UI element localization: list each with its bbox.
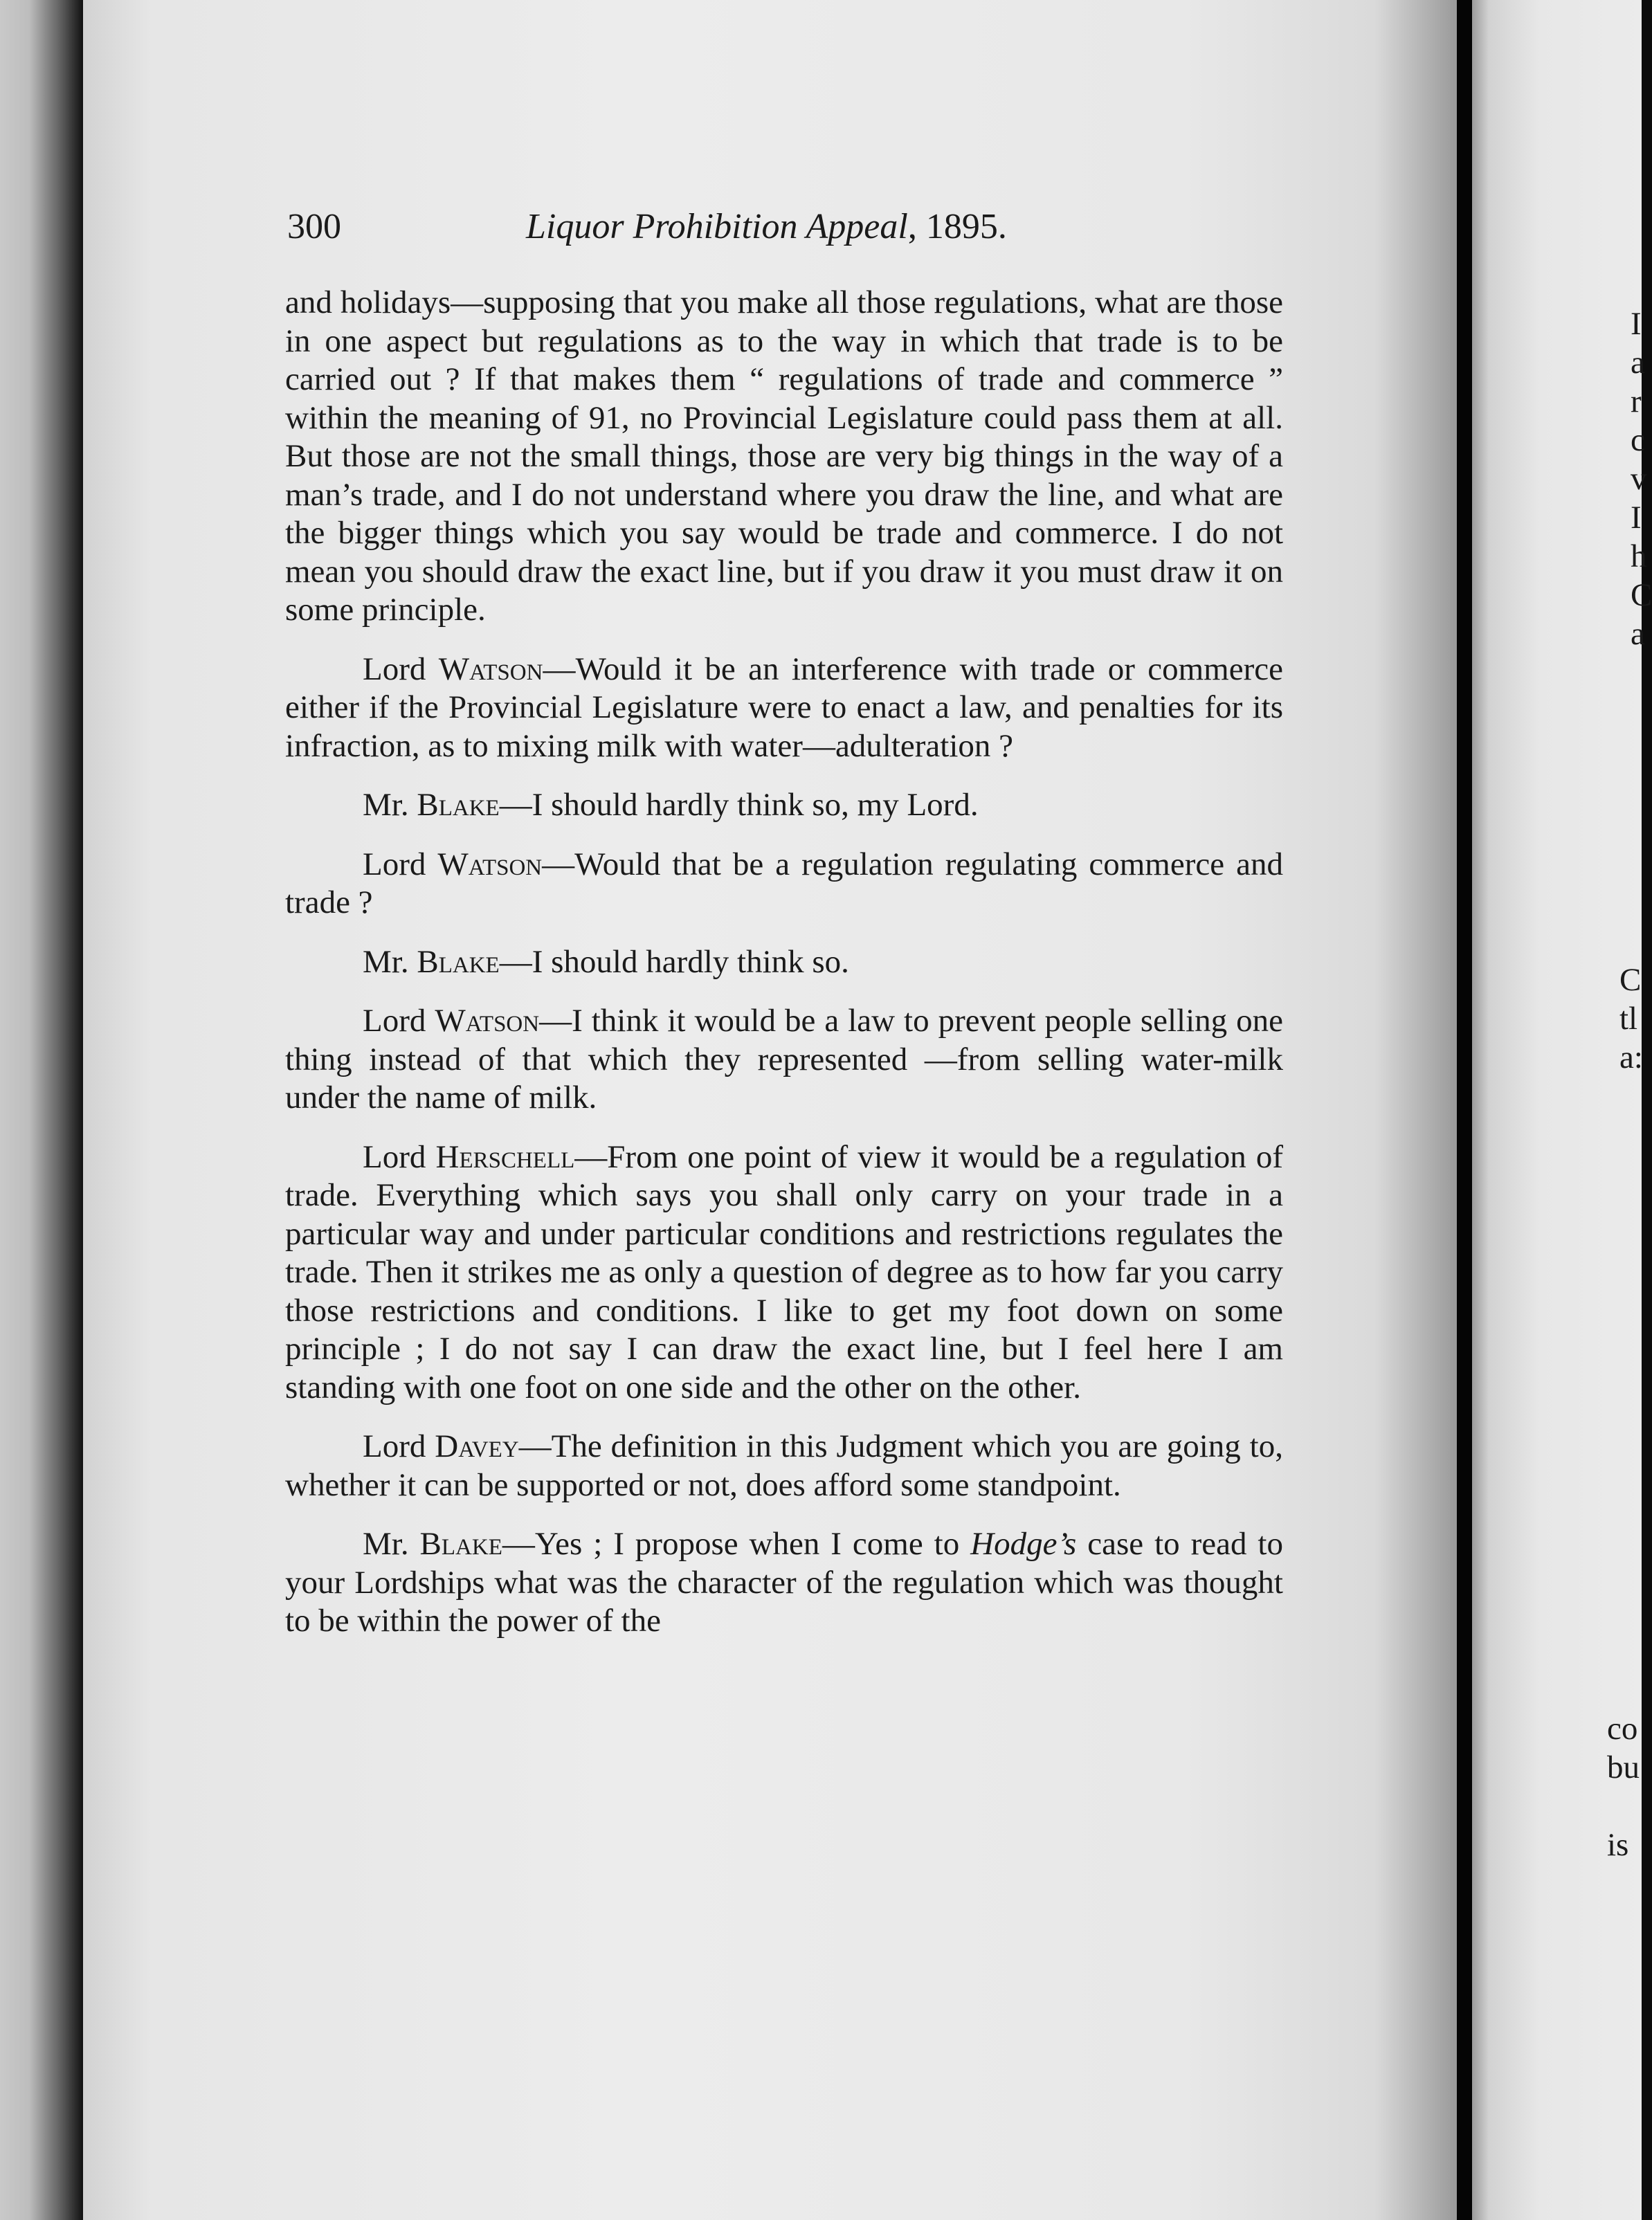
speaker-prefix: Lord [363,1003,435,1039]
paragraph-watson-2 [285,846,1283,922]
speaker-prefix: Lord [363,846,438,882]
fragment-line: I [1631,306,1642,342]
fragment-line: a [1631,345,1645,381]
speaker-name: Watson [435,1003,540,1039]
speaker-prefix: Mr. [363,1526,420,1562]
speaker-prefix: Lord [363,1428,435,1464]
fragment-line: co [1607,1711,1638,1747]
paragraph-davey [285,1428,1283,1504]
running-title-year: , 1895. [907,207,1007,246]
facing-page-edge [1472,0,1642,2220]
body-text [285,284,1283,1662]
running-title-italic: Liquor Prohibition Appeal [526,207,908,246]
book-gutter [1457,0,1472,2220]
running-title [526,206,1007,247]
speaker-prefix: Mr. [363,943,417,980]
speaker-name: Watson [438,650,543,687]
fragment-line: a: [1619,1039,1643,1075]
paragraph-text: —From one point of view it would be a regulation of trade. Everything which says you shall only carry on your trade in a particular way and under particular conditions and restrictions regulates the trade. Then it strikes me as only a question of degree as to how far you carry those restrictions and conditions. I like to get my foot down on some principle ; I do not say I can draw the exact line, but I feel here I am standing with one foot on one side and the other on the other. [285,1138,1283,1405]
book-left-edge [0,0,83,2220]
paragraph-herschell [285,1138,1283,1408]
fragment-line: bu [1607,1749,1640,1785]
facing-page-fragment-bottom [1607,1709,1640,1864]
speaker-prefix: Mr. [363,787,417,823]
speaker-name: Herschell [435,1138,575,1175]
page-number: 300 [287,207,341,246]
fragment-line: r [1631,383,1642,419]
paragraph-text: case to read to your Lordships what was the character of the regulation which was thought to be within the power of the [285,1526,1283,1639]
fragment-line: a [1631,616,1645,652]
speaker-name: Blake [417,787,500,823]
speaker-prefix: Lord [363,1138,436,1175]
speaker-prefix: Lord [363,650,439,687]
fragment-line: is [1607,1827,1629,1863]
speaker-name: Davey [435,1428,519,1464]
speaker-name: Blake [417,943,500,980]
paragraph-text: —Would that be a regulation regulating commerce and trade ? [285,846,1283,920]
paragraph-text: —I should hardly think so, my Lord. [499,787,979,823]
fragment-line: C [1631,577,1652,613]
paragraph-text: —I think it would be a law to prevent people selling one thing instead of that which they represented —from selling water-milk under the name of milk. [285,1003,1284,1116]
fragment-line: v [1631,461,1647,497]
fragment-line: I [1631,500,1642,536]
speaker-name: Blake [419,1526,502,1562]
paragraph-text: —Yes ; I propose when I come to [502,1526,971,1562]
paragraph-text: —Would it be an interference with trade or commerce either if the Provincial Legislature were to enact a law, and penalties for its infraction, as to mixing milk with water—adulteration ? [285,650,1283,764]
fragment-line: C [1619,962,1642,998]
paragraph-continuation: and holidays—supposing that you make all those regulations, what are those in one aspect but regulations as to the way in which that trade is to be carried out ? If that makes them “ regulations of trade and commerce ” within the meaning of 91, no Provincial Legislature could pass them at all. But those are not the small things, those are very big things in the way of a man’s trade, and I do not understand where you draw the line, and what are the bigger things which you say would be trade and commerce. I do not mean you should draw the exact line, but if you draw it you must draw it on some principle. [285,284,1283,628]
fragment-line: tl [1619,1001,1638,1037]
paragraph-blake-2 [285,943,1283,982]
paragraph-blake-3 [285,1525,1283,1641]
facing-page-fragment-top [1631,304,1652,653]
paragraph-watson-3 [285,1002,1283,1118]
paragraph-watson-1 [285,650,1283,766]
fragment-line: h [1631,538,1647,574]
paragraph-blake-1 [285,786,1283,825]
fragment-line [1607,1787,1640,1826]
fragment-line: c [1631,422,1645,458]
speaker-name: Watson [437,846,543,882]
facing-page-fragment-middle [1619,961,1643,1077]
running-header [287,206,1049,262]
paragraph-text: —The definition in this Judgment which you are going to, whether it can be supported or not, does afford some standpoint. [285,1428,1283,1503]
paragraph-text: —I should hardly think so. [499,943,849,980]
case-name: Hodge’s [970,1526,1077,1562]
